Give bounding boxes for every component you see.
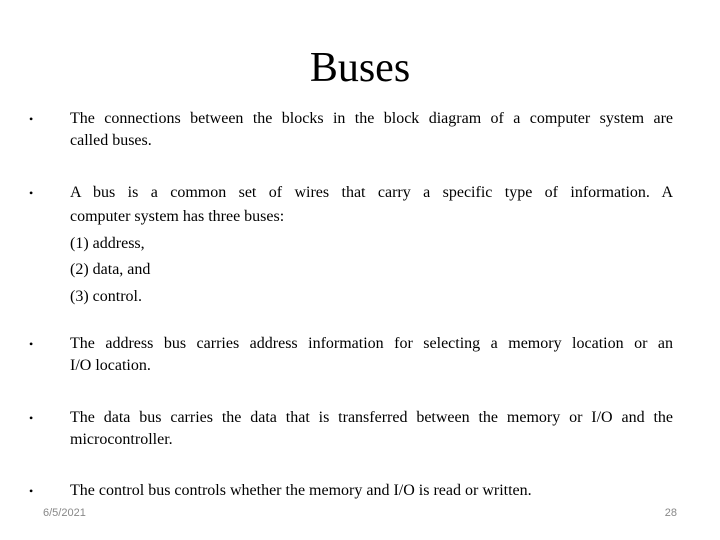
bullet-marker: • bbox=[29, 112, 34, 126]
bullet-text-line: A bus is a common set of wires that carry a specific type of information. A bbox=[70, 184, 673, 201]
bullet-text-line: microcontroller. bbox=[70, 431, 173, 448]
bullet-text-line: The control bus controls whether the memory and I/O is read or written. bbox=[70, 482, 532, 499]
bullet-item bbox=[29, 480, 673, 502]
bullet-text-line: (3) control. bbox=[70, 287, 142, 305]
bullet-text-line: The address bus carries address information for selecting a memory location or an bbox=[70, 335, 673, 352]
bullet-item bbox=[29, 407, 673, 451]
bullet-text-line: called buses. bbox=[70, 132, 152, 149]
bullet-marker: • bbox=[29, 411, 34, 425]
bullet-item bbox=[29, 182, 673, 310]
bullet-marker: • bbox=[29, 186, 34, 200]
bullet-text-line: The connections between the blocks in the block diagram of a computer system are bbox=[70, 110, 673, 127]
bullet-item bbox=[29, 333, 673, 377]
bullet-text-line: The data bus carries the data that is transferred between the memory or I/O and the bbox=[70, 409, 673, 426]
bullet-text-line: I/O location. bbox=[70, 357, 151, 374]
footer-date: 6/5/2021 bbox=[43, 507, 86, 519]
bullet-item bbox=[29, 108, 673, 152]
slide-title: Buses bbox=[309, 45, 411, 91]
bullet-text-line: (1) address, bbox=[70, 234, 145, 252]
bullet-text-line: computer system has three buses: bbox=[70, 208, 285, 225]
page-number: 28 bbox=[664, 507, 677, 519]
bullet-marker: • bbox=[29, 337, 34, 351]
bullet-text-line: (2) data, and bbox=[70, 261, 151, 278]
bullet-marker: • bbox=[29, 484, 34, 498]
